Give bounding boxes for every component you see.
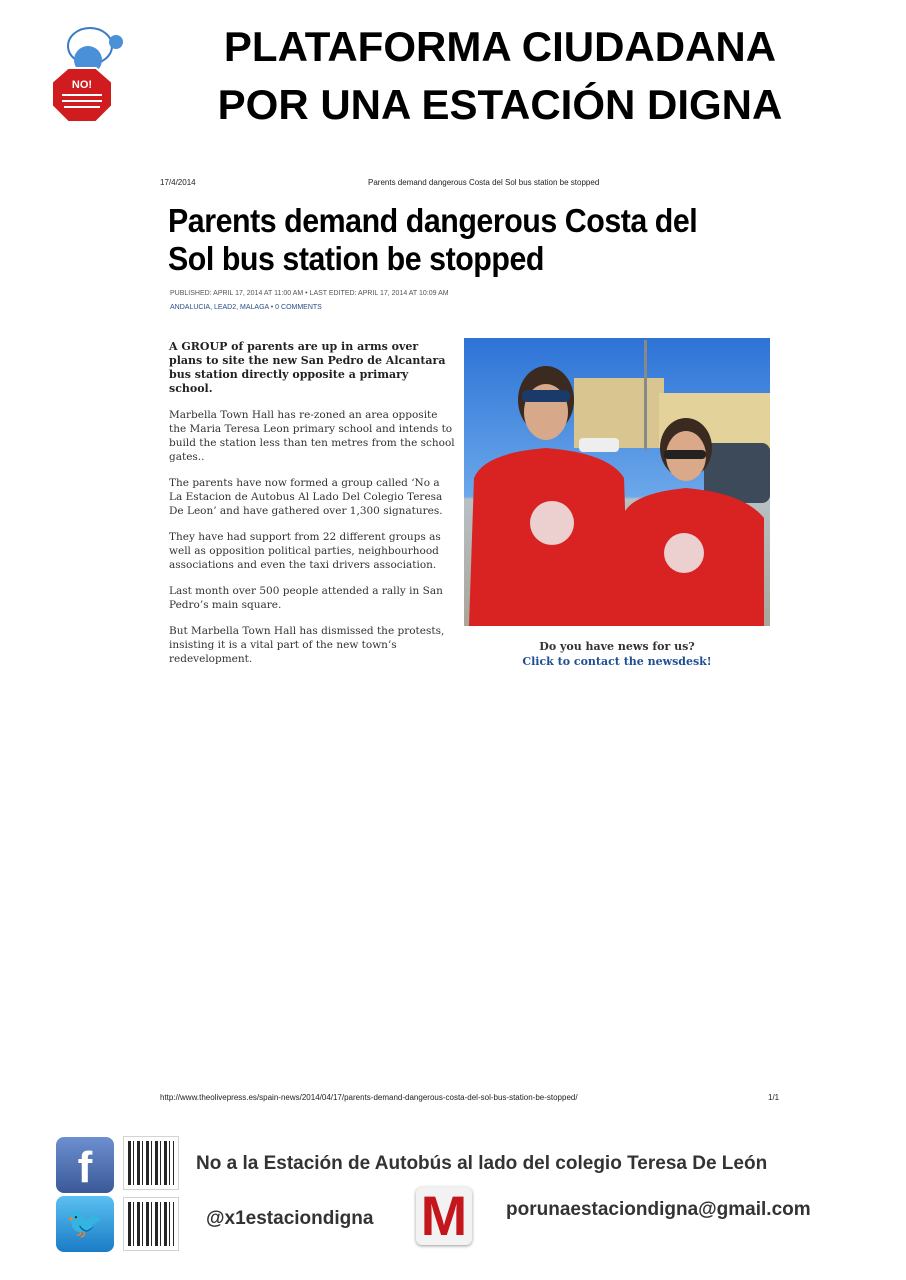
contact-email: porunaestaciondigna@gmail.com xyxy=(506,1199,811,1220)
smurf-stop-sign-logo xyxy=(46,22,130,128)
twitter-qr-code xyxy=(124,1198,178,1250)
paragraph: They have had support from 22 different groups as well as opposition political parties, neighbourhood associations and even the taxi drivers association. xyxy=(169,531,441,571)
headline-line-2: Sol bus station be stopped xyxy=(168,240,544,277)
headline-line-1: Parents demand dangerous Costa del xyxy=(168,202,698,239)
paragraph: The parents have now formed a group called ‘No a La Estacion de Autobus Al Lado Del Colegio Teresa De Leon’ and have gathered over 1,300 signatures. xyxy=(169,477,443,517)
article-body xyxy=(169,340,455,678)
source-url: http://www.theolivepress.es/spain-news/2014/04/17/parents-demand-dangerous-costa-del-sol-bus-station-be-stopped/ xyxy=(160,1093,578,1102)
paragraph: But Marbella Town Hall has dismissed the protests, insisting it is a vital part of the new town’s redevelopment. xyxy=(169,625,445,665)
article-headline xyxy=(168,202,738,278)
paragraph: Marbella Town Hall has re-zoned an area opposite the Maria Teresa Leon primary school and intends to build the station less than ten metres from the school gates.. xyxy=(169,409,455,463)
article-photo xyxy=(464,338,770,626)
twitter-icon[interactable]: 🐦 xyxy=(56,1196,114,1252)
twitter-handle: @x1estaciondigna xyxy=(206,1208,374,1229)
svg-text:NO!: NO! xyxy=(71,79,93,91)
page-title xyxy=(150,18,850,134)
facebook-page-name: No a la Estación de Autobús al lado del colegio Teresa De León xyxy=(196,1153,768,1174)
meta-separator: • xyxy=(268,304,276,311)
facebook-icon[interactable]: f xyxy=(56,1137,114,1193)
gmail-icon[interactable]: M xyxy=(416,1187,472,1245)
clipping-date: 17/4/2014 xyxy=(160,178,196,187)
clipping-page-header: Parents demand dangerous Costa del Sol bus station be stopped xyxy=(368,178,600,187)
comments-count[interactable]: 0 COMMENTS xyxy=(275,304,322,311)
title-line-2: POR UNA ESTACIÓN DIGNA xyxy=(217,81,783,128)
article-tags[interactable]: ANDALUCIA, LEAD2, MALAGA xyxy=(170,304,269,311)
page-number: 1/1 xyxy=(768,1093,780,1102)
article-tags-meta xyxy=(170,304,322,311)
paragraph: Last month over 500 people attended a rally in San Pedro’s main square. xyxy=(169,585,443,611)
facebook-qr-code xyxy=(124,1137,178,1189)
news-question: Do you have news for us? xyxy=(539,640,695,653)
contact-newsdesk-link[interactable]: Click to contact the newsdesk! xyxy=(522,655,712,668)
title-line-1: PLATAFORMA CIUDADANA xyxy=(223,23,777,70)
article-published-meta: PUBLISHED: APRIL 17, 2014 AT 11:00 AM • LAST EDITED: APRIL 17, 2014 AT 10:09 AM xyxy=(170,290,449,297)
paragraph: A GROUP of parents are up in arms over plans to site the new San Pedro de Alcantara bus station directly opposite a primary school. xyxy=(169,340,446,395)
